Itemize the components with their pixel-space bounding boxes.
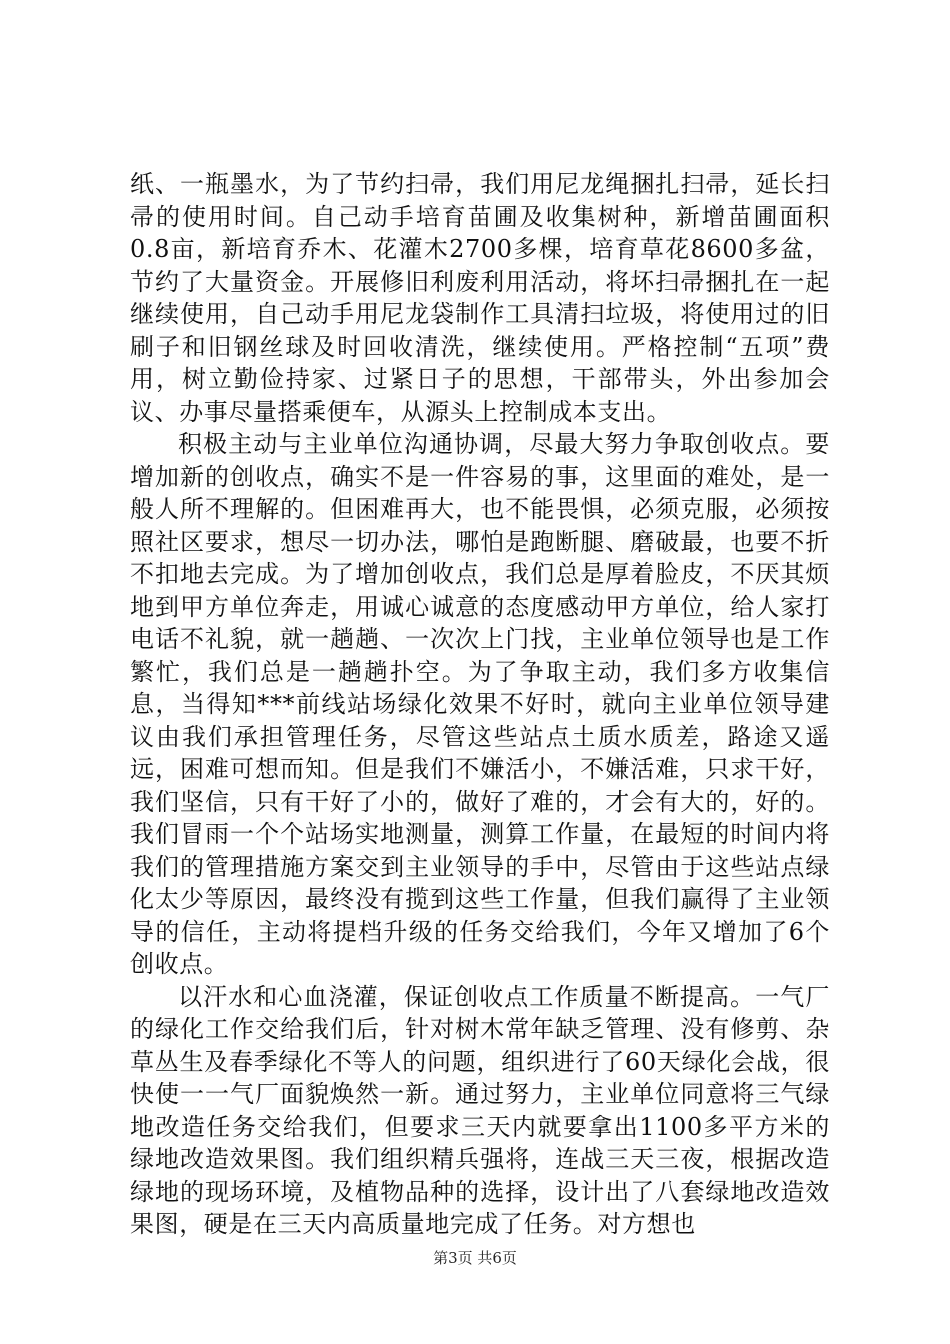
paragraph-3: 以汗水和心血浇灌，保证创收点工作质量不断提高。一气厂的绿化工作交给我们后，针对树木常年缺乏管理、没有修剪、杂草丛生及春季绿化不等人的问题，组织进行了60天绿化会战，很快使一一气厂面貌焕然一新。通过努力，主业单位同意将三气绿地改造任务交给我们，但要求三天内就要拿出1100多平方米的绿地改造效果图。我们组织精兵强将，连战三天三夜，根据改造绿地的现场环境，及植物品种的选择，设计出了八套绿地改造效果图，硬是在三天内高质量地完成了任务。对方想也 — [130, 982, 830, 1238]
paragraph-2: 积极主动与主业单位沟通协调，尽最大努力争取创收点。要增加新的创收点，确实不是一件容易的事，这里面的难处，是一般人所不理解的。但困难再大，也不能畏惧，必须克服，必须按照社区要求，想尽一切办法，哪怕是跑断腿、磨破最，也要不折不扣地去完成。为了增加创收点，我们总是厚着脸皮，不厌其烦地到甲方单位奔走，用诚心诚意的态度感动甲方单位，给人家打电话不礼貌，就一趟趟、一次次上门找，主业单位领导也是工作繁忙，我们总是一趟趟扑空。为了争取主动，我们多方收集信息，当得知***前线站场绿化效果不好时，就向主业单位领导建议由我们承担管理任务，尽管这些站点土质水质差，路途又遥远，困难可想而知。但是我们不嫌活小，不嫌活难，只求干好，我们坚信，只有干好了小的，做好了难的，才会有大的，好的。我们冒雨一个个站场实地测量，测算工作量，在最短的时间内将我们的管理措施方案交到主业领导的手中，尽管由于这些站点绿化太少等原因，最终没有揽到这些工作量，但我们赢得了主业领导的信任，主动将提档升级的任务交给我们，今年又增加了6个创收点。 — [130, 430, 830, 978]
paragraph-1: 纸、一瓶墨水，为了节约扫帚，我们用尼龙绳捆扎扫帚，延长扫帚的使用时间。自己动手培育苗圃及收集树种，新增苗圃面积0.8亩，新培育乔木、花灌木2700多棵，培育草花8600多盆，节约了大量资金。开展修旧利废利用活动，将坏扫帚捆扎在一起继续使用，自己动手用尼龙袋制作工具清扫垃圾，将使用过的旧刷子和旧钢丝球及时回收清洗，继续使用。严格控制“五项”费用，树立勤俭持家、过紧日子的思想，干部带头，外出参加会议、办事尽量搭乘便车，从源头上控制成本支出。 — [130, 170, 830, 426]
document-page — [130, 168, 830, 1241]
page-number-footer: 第3页 共6页 — [433, 1249, 517, 1267]
